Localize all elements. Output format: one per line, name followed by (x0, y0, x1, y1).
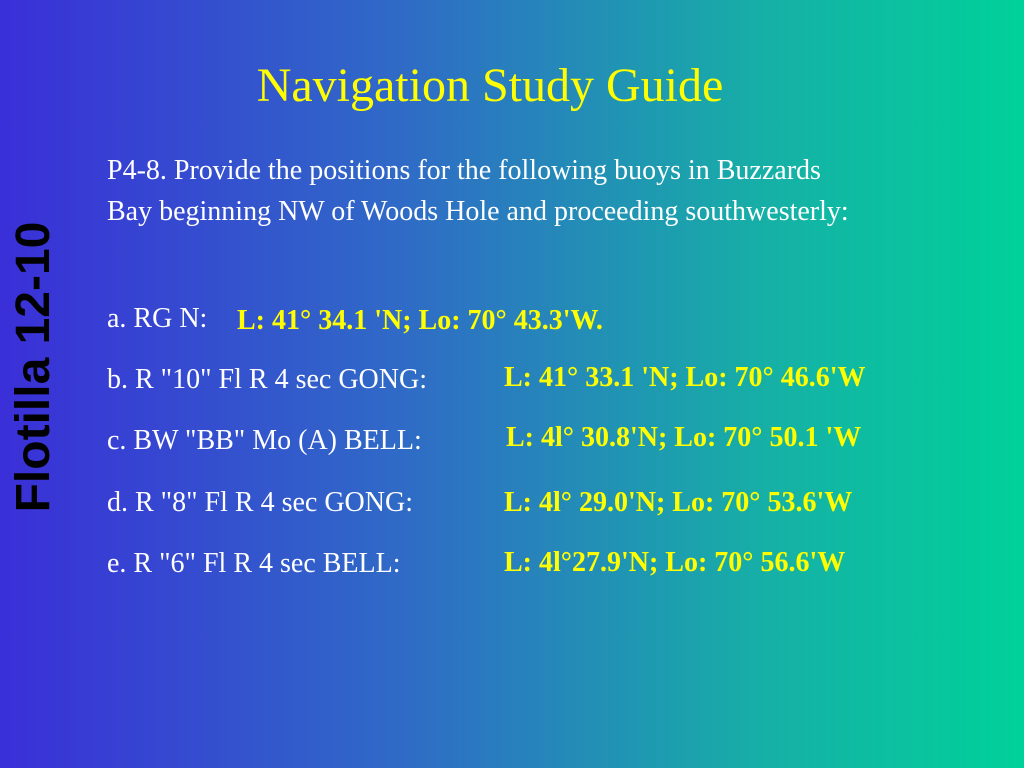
slide-title: Navigation Study Guide (256, 59, 724, 112)
buoy-position-e: L: 4l°27.9'N; Lo: 70° 56.6'W (504, 547, 846, 578)
buoy-label-b: b. R "10" Fl R 4 sec GONG: (107, 364, 427, 395)
buoy-position-c: L: 4l° 30.8'N; Lo: 70° 50.1 'W (506, 422, 862, 453)
buoy-position-b: L: 41° 33.1 'N; Lo: 70° 46.6'W (504, 362, 866, 393)
buoy-label-e: e. R "6" Fl R 4 sec BELL: (107, 548, 401, 579)
buoy-position-a: L: 41° 34.1 'N; Lo: 70° 43.3'W. (237, 305, 603, 336)
flotilla-side-label: Flotilla 12-10 (7, 221, 60, 513)
buoy-label-a: a. RG N: (107, 303, 208, 334)
buoy-position-d: L: 4l° 29.0'N; Lo: 70° 53.6'W (504, 487, 853, 518)
buoy-label-c: c. BW "BB" Mo (A) BELL: (107, 425, 422, 456)
question-text: P4-8. Provide the positions for the following buoys in Buzzards Bay beginning NW of Woods Hole and proceeding southwesterly: (107, 155, 849, 227)
buoy-label-d: d. R "8" Fl R 4 sec GONG: (107, 487, 413, 518)
